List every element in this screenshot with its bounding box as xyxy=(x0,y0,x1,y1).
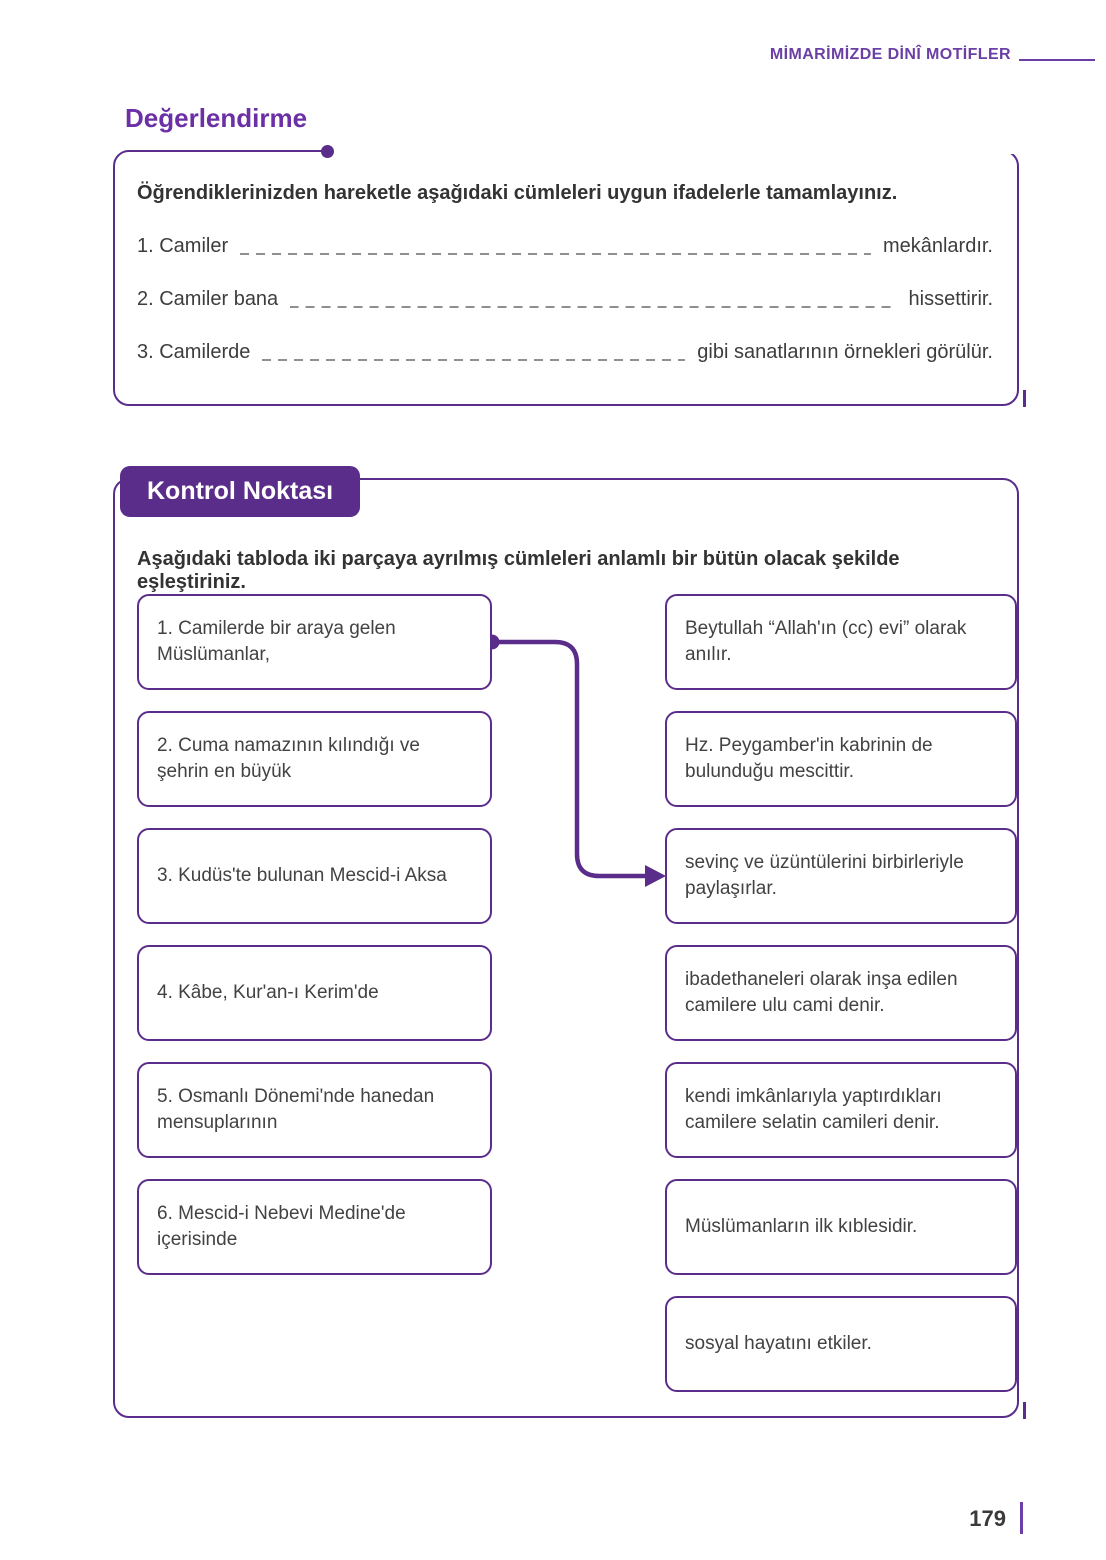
evaluation-content xyxy=(115,152,1017,404)
page-number-rule xyxy=(1020,1502,1023,1534)
match-right-text: Müslümanların ilk kıblesidir. xyxy=(685,1215,918,1237)
fill-in-blank xyxy=(262,349,685,361)
match-right-item-2 xyxy=(665,711,1017,807)
match-right-text: ibadethaneleri olarak inşa edilen camilere ulu cami denir. xyxy=(685,968,958,1016)
match-left-item-1 xyxy=(137,594,492,690)
evaluation-section-title: Değerlendirme xyxy=(125,103,308,133)
match-right-text: sosyal hayatını etkiler. xyxy=(685,1332,872,1354)
match-left-text: 5. Osmanlı Dönemi'nde hanedan mensuplarının xyxy=(157,1085,435,1133)
match-left-text: 6. Mescid-i Nebevi Medine'de içerisinde xyxy=(157,1202,406,1250)
match-left-item-3 xyxy=(137,828,492,924)
evaluation-instruction: Öğrendiklerinizden hareketle aşağıdaki cümleleri uygun ifadelerle tamamlayınız. xyxy=(137,182,898,204)
match-left-text: 3. Kudüs'te bulunan Mescid-i Aksa xyxy=(157,864,447,886)
fill-in-prefix: 1. Camiler xyxy=(137,235,229,257)
match-right-text: kendi imkânlarıyla yaptırdıkları camilere selatin camileri denir. xyxy=(685,1085,942,1133)
control-box xyxy=(113,478,1019,1418)
fill-in-suffix: gibi sanatlarının örnekleri görülür. xyxy=(697,341,993,363)
fill-in-blank xyxy=(290,296,896,308)
page-number: 179 xyxy=(969,1506,1006,1531)
match-right-text: sevinç ve üzüntülerini birbirleriyle paylaşırlar. xyxy=(685,851,964,899)
fill-in-row xyxy=(137,288,993,311)
fill-in-suffix: mekânlardır. xyxy=(882,235,993,257)
fill-in-blank xyxy=(240,243,871,255)
fill-in-row xyxy=(137,341,993,364)
match-right-item-5 xyxy=(665,1062,1017,1158)
fill-in-suffix: hissettirir. xyxy=(908,288,993,310)
chapter-title: MİMARİMİZDE DİNÎ MOTİFLER xyxy=(769,46,1011,63)
match-left-text: 2. Cuma namazının kılındığı ve şehrin en büyük xyxy=(157,734,420,782)
fill-in-prefix: 2. Camiler bana xyxy=(137,288,279,310)
match-left-text: 4. Kâbe, Kur'an-ı Kerim'de xyxy=(157,981,379,1003)
match-right-item-4 xyxy=(665,945,1017,1041)
match-left-item-2 xyxy=(137,711,492,807)
match-right-text: Beytullah “Allah'ın (cc) evi” olarak anılır. xyxy=(685,617,967,665)
match-right-item-6 xyxy=(665,1179,1017,1275)
match-right-item-1 xyxy=(665,594,1017,690)
match-right-item-3 xyxy=(665,828,1017,924)
match-left-item-4 xyxy=(137,945,492,1041)
match-left-column xyxy=(137,594,492,1275)
header-rule xyxy=(1019,59,1095,61)
evaluation-box-corner-tick xyxy=(1023,390,1026,407)
match-right-text: Hz. Peygamber'in kabrinin de bulunduğu mescittir. xyxy=(685,734,933,782)
match-right-column xyxy=(665,594,1017,1392)
evaluation-box xyxy=(113,150,1019,406)
match-left-item-6 xyxy=(137,1179,492,1275)
page-header xyxy=(770,46,1095,64)
match-left-text: 1. Camilerde bir araya gelen Müslümanlar, xyxy=(157,617,396,665)
control-section-title-badge: Kontrol Noktası xyxy=(120,466,360,517)
fill-in-row xyxy=(137,235,993,258)
match-left-item-5 xyxy=(137,1062,492,1158)
control-box-corner-tick xyxy=(1023,1402,1026,1419)
fill-in-prefix: 3. Camilerde xyxy=(137,341,251,363)
control-instruction: Aşağıdaki tabloda iki parçaya ayrılmış cümleleri anlamlı bir bütün olacak şekilde eşleştiriniz. xyxy=(137,548,900,593)
match-right-item-7 xyxy=(665,1296,1017,1392)
